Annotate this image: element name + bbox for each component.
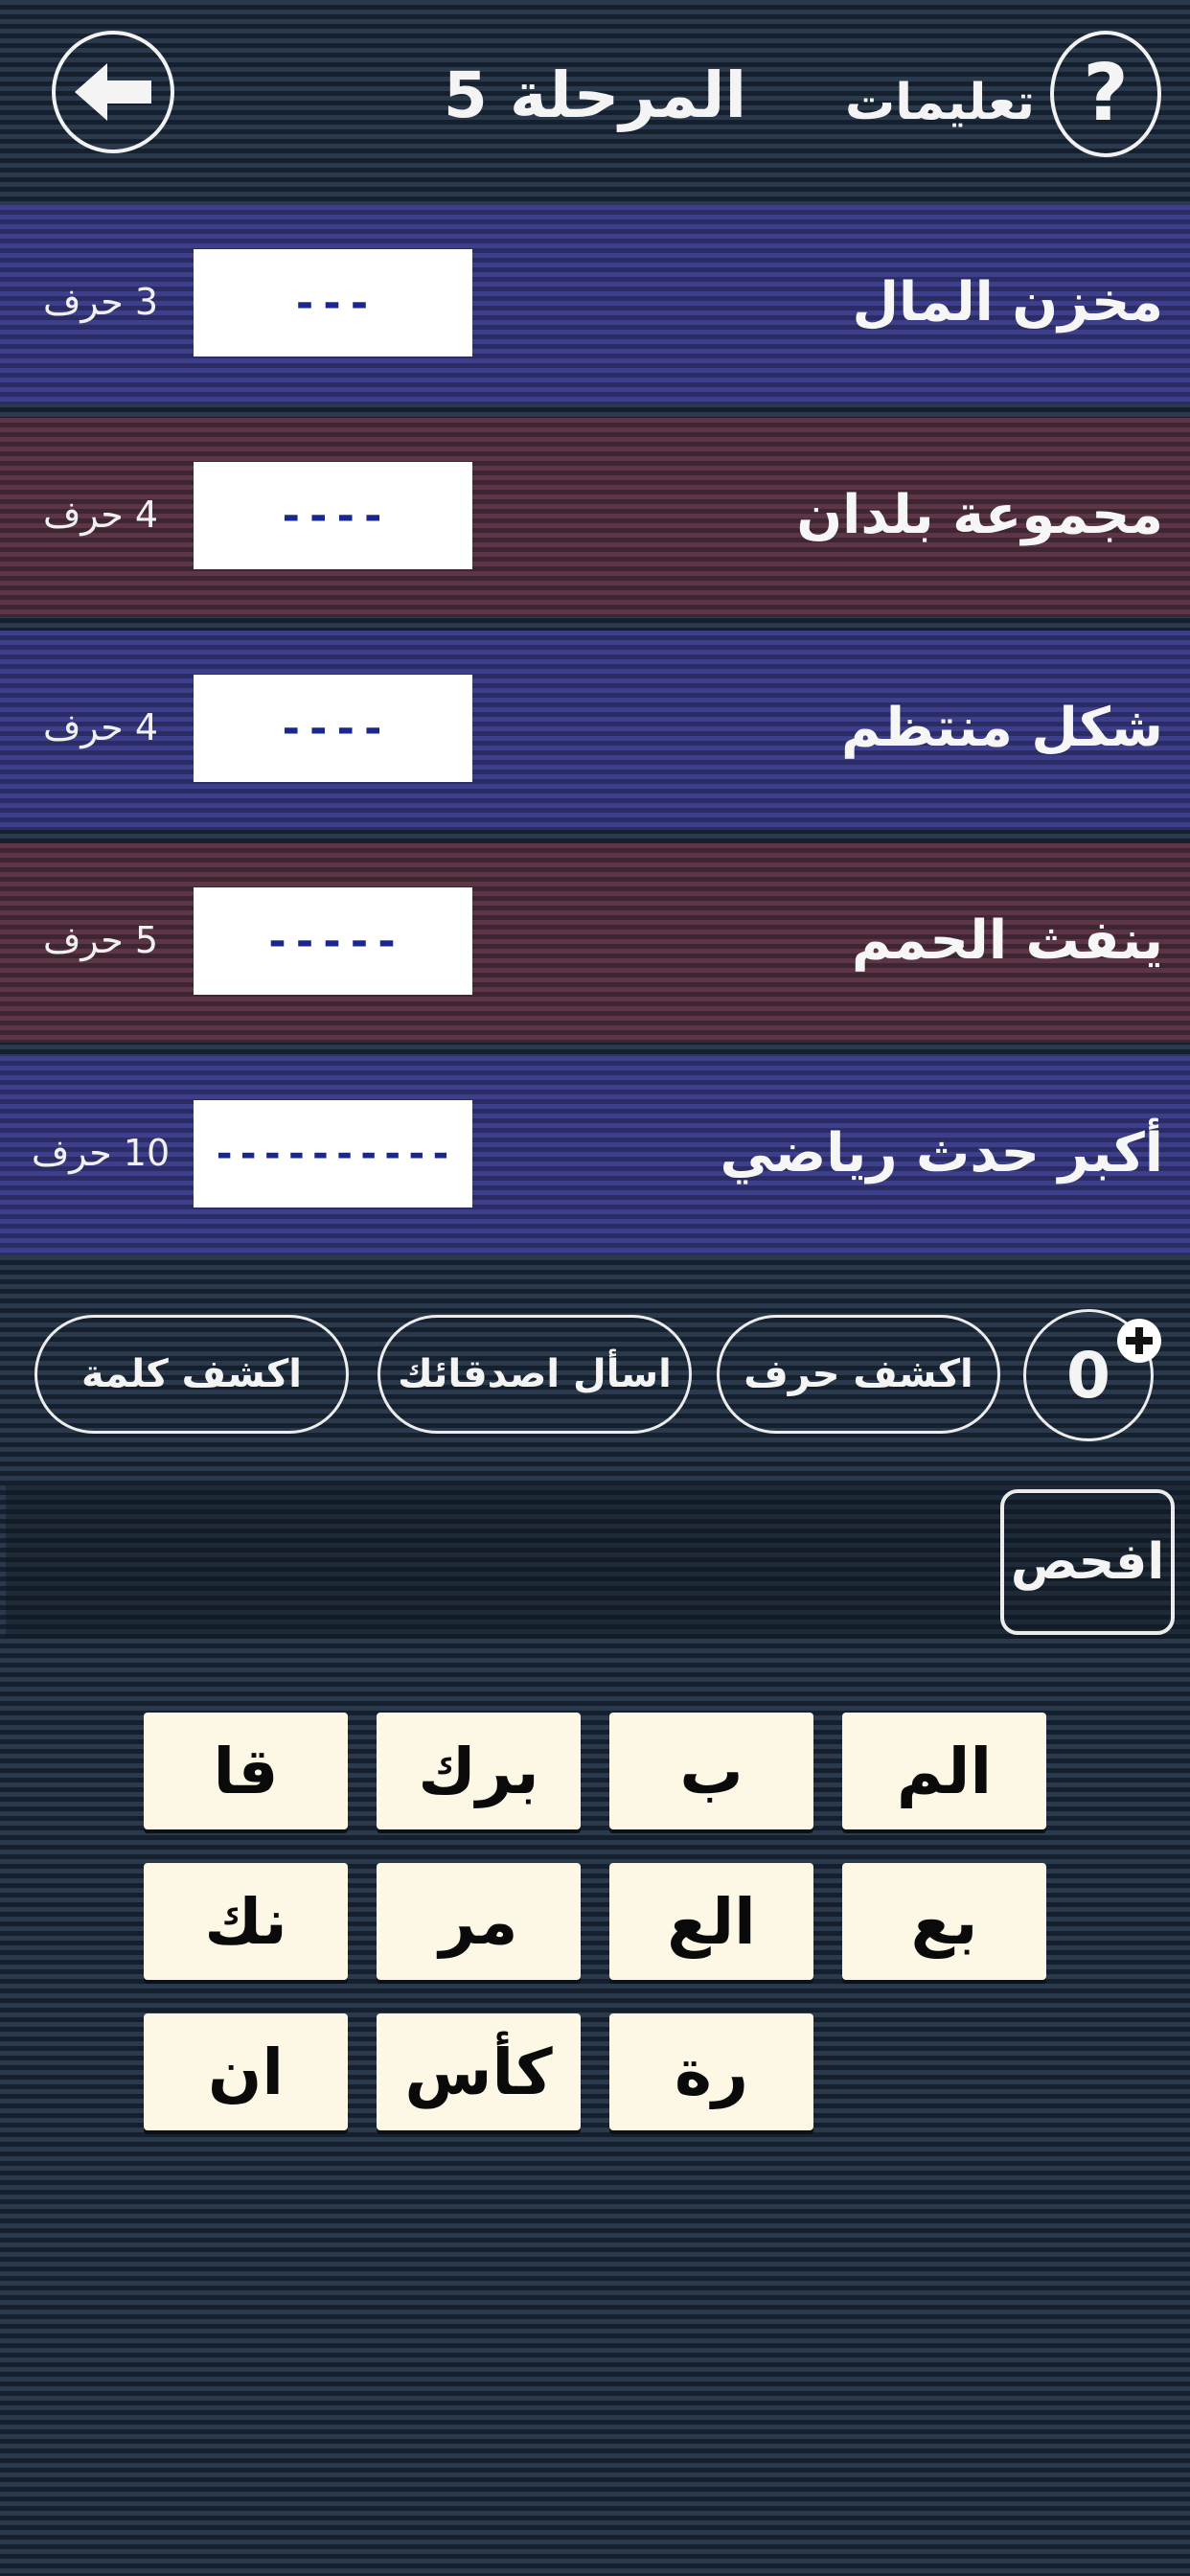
clue-row	[0, 631, 1190, 830]
reveal-word-button[interactable]: اكشف كلمة	[34, 1315, 349, 1434]
letter-tile[interactable]: ان	[144, 2013, 348, 2130]
answer-box[interactable]	[194, 675, 472, 782]
clue-text: ينفث الحمم	[851, 909, 1163, 972]
letter-tile[interactable]: ب	[609, 1713, 813, 1829]
instructions-link[interactable]: تعليمات	[845, 74, 1035, 131]
header-bar	[0, 0, 1190, 192]
clue-row	[0, 418, 1190, 617]
clue-row	[0, 205, 1190, 404]
letter-tile[interactable]: الم	[842, 1713, 1046, 1829]
clue-text: أكبر حدث رياضي	[720, 1122, 1163, 1184]
plus-icon[interactable]	[1117, 1319, 1161, 1363]
coin-count: 0	[1066, 1338, 1110, 1413]
answer-placeholder: -----	[264, 916, 401, 966]
clue-text: مجموعة بلدان	[796, 484, 1163, 546]
clue-text: مخزن المال	[852, 271, 1163, 334]
letter-tile[interactable]: رة	[609, 2013, 813, 2130]
clue-text: شكل منتظم	[841, 697, 1163, 759]
letter-tile[interactable]: برك	[377, 1713, 581, 1829]
letter-count: 4 حرف	[42, 494, 159, 536]
answer-box[interactable]	[194, 462, 472, 569]
letter-count: 3 حرف	[42, 281, 159, 323]
letter-tile[interactable]: قا	[144, 1713, 348, 1829]
check-button[interactable]: افحص	[1000, 1489, 1175, 1635]
plus-glyph-icon	[1124, 1325, 1155, 1356]
letter-tile[interactable]: نك	[144, 1863, 348, 1980]
letter-count: 10 حرف	[31, 1132, 171, 1174]
letter-count: 4 حرف	[42, 706, 159, 748]
answer-placeholder: ----	[278, 491, 388, 540]
question-mark-icon: ?	[1083, 48, 1129, 139]
answer-box[interactable]	[194, 887, 472, 995]
reveal-letter-button[interactable]: اكشف حرف	[717, 1315, 1000, 1434]
letter-count: 5 حرف	[42, 919, 159, 961]
letter-tile[interactable]: مر	[377, 1863, 581, 1980]
answer-placeholder: ----	[278, 703, 388, 753]
help-button[interactable]	[1050, 31, 1161, 157]
answer-placeholder: ----------	[213, 1132, 453, 1176]
page-title: المرحلة 5	[443, 58, 747, 132]
answer-box[interactable]	[194, 249, 472, 356]
answer-placeholder: ---	[291, 278, 375, 328]
letter-tile[interactable]: بع	[842, 1863, 1046, 1980]
back-button[interactable]	[52, 31, 174, 153]
clue-row	[0, 843, 1190, 1043]
clue-row	[0, 1056, 1190, 1255]
ask-friends-button[interactable]: اسأل اصدقائك	[378, 1315, 692, 1434]
answer-box[interactable]	[194, 1100, 472, 1208]
letter-tile[interactable]: الع	[609, 1863, 813, 1980]
arrow-left-icon	[73, 61, 153, 123]
letter-tile[interactable]: كأس	[377, 2013, 581, 2130]
